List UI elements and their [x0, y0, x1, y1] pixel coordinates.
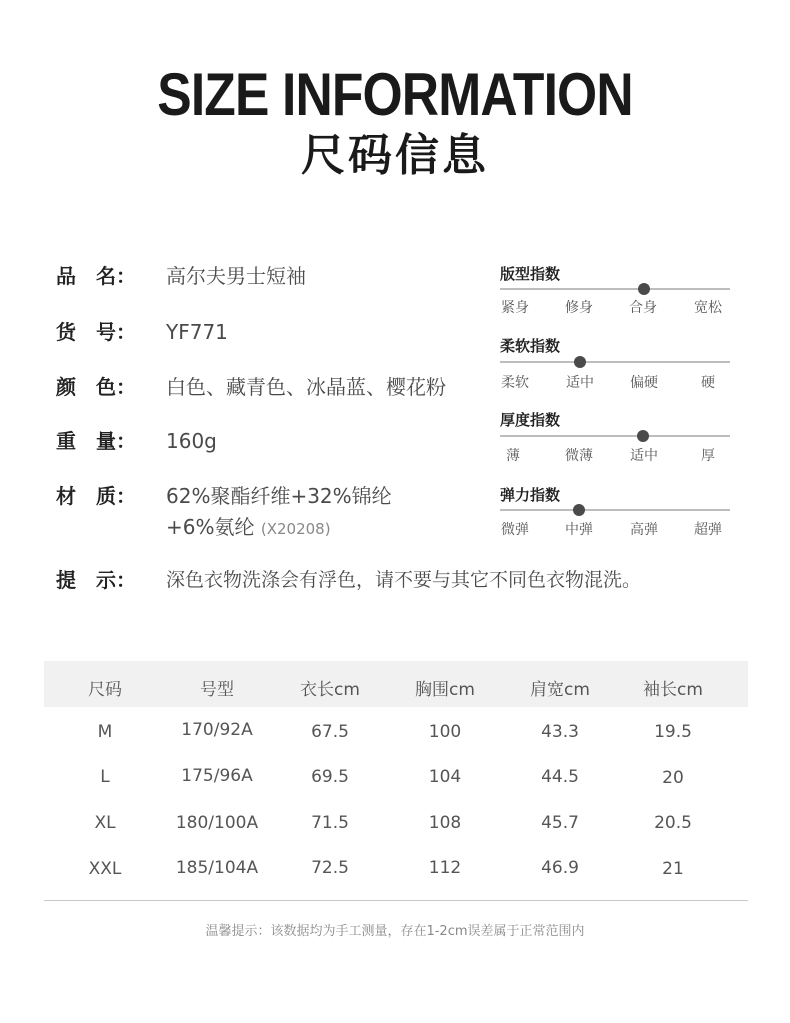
- info-value-material: 62%聚酯纤维+32%锦纶: [166, 484, 392, 508]
- table-cell: M: [97, 722, 113, 742]
- table-cell: L: [100, 767, 110, 787]
- softness-level: 柔软: [501, 375, 529, 391]
- info-label-color: 颜 色：: [56, 375, 136, 399]
- table-cell: 20.5: [654, 813, 692, 833]
- fit-index-marker: [638, 283, 650, 295]
- table-header-cell: 胸围cm: [415, 680, 475, 700]
- info-value-weight: 160g: [166, 429, 217, 453]
- thickness-level: 微薄: [565, 448, 593, 464]
- info-value-name: 高尔夫男士短袖: [166, 264, 306, 288]
- info-value-color: 白色、藏青色、冰晶蓝、樱花粉: [166, 375, 446, 399]
- elasticity-index-marker: [573, 504, 585, 516]
- table-cell: 20: [662, 768, 684, 788]
- table-cell: 104: [428, 767, 462, 787]
- softness-index-title: 柔软指数: [500, 337, 561, 355]
- thickness-index-title: 厚度指数: [500, 411, 561, 429]
- elasticity-level: 微弹: [501, 522, 529, 538]
- info-value-tip: 深色衣物洗涤会有浮色，请不要与其它不同色衣物混洗。: [166, 569, 642, 591]
- elasticity-level: 中弹: [565, 522, 593, 538]
- table-bottom-divider: [44, 900, 748, 901]
- fit-level: 修身: [565, 300, 593, 316]
- table-cell: XXL: [88, 859, 122, 879]
- table-cell: 100: [428, 722, 462, 742]
- fit-level: 紧身: [501, 300, 529, 316]
- table-cell: 112: [428, 858, 462, 878]
- table-cell: XL: [94, 813, 116, 833]
- info-label-weight: 重 量：: [56, 429, 136, 453]
- table-header-cell: 袖长cm: [643, 680, 703, 700]
- footer-note: 温馨提示：该数据均为手工测量，存在1-2cm误差属于正常范围内: [205, 924, 585, 939]
- info-value-sku: YF771: [166, 320, 228, 344]
- page-title-zh: 尺码信息: [301, 130, 489, 181]
- table-cell: 21: [662, 859, 684, 879]
- table-cell: 175/96A: [181, 766, 253, 786]
- fit-level: 合身: [629, 300, 657, 316]
- table-cell: 71.5: [311, 813, 349, 833]
- fit-index-track: [500, 288, 730, 290]
- softness-level: 偏硬: [630, 375, 658, 391]
- info-value-material-line2: [166, 514, 331, 542]
- page-title-en: SIZE INFORMATION: [157, 61, 633, 128]
- softness-level: 硬: [701, 375, 715, 391]
- table-cell: 43.3: [541, 722, 579, 742]
- thickness-index-track: [500, 435, 730, 437]
- thickness-level: 薄: [506, 448, 520, 464]
- table-header-cell: 衣长cm: [300, 680, 360, 700]
- material-spandex: +6%氨纶: [166, 515, 255, 539]
- table-header-cell: 尺码: [88, 680, 122, 700]
- table-cell: 19.5: [654, 722, 692, 742]
- thickness-level: 厚: [701, 448, 715, 464]
- elasticity-level: 超弹: [694, 522, 722, 538]
- table-cell: 67.5: [311, 722, 349, 742]
- table-cell: 45.7: [541, 813, 579, 833]
- material-code: (X20208): [260, 520, 331, 538]
- table-cell: 170/92A: [181, 720, 253, 740]
- info-label-name: 品 名：: [56, 264, 136, 288]
- table-cell: 72.5: [311, 858, 349, 878]
- info-label-sku: 货 号：: [56, 320, 136, 344]
- info-label-material: 材 质：: [56, 484, 136, 508]
- table-cell: 180/100A: [175, 813, 259, 833]
- softness-level: 适中: [566, 375, 594, 391]
- table-cell: 44.5: [541, 767, 579, 787]
- fit-index-title: 版型指数: [500, 265, 561, 283]
- info-label-tip: 提 示：: [56, 568, 136, 592]
- table-cell: 46.9: [541, 858, 579, 878]
- fit-level: 宽松: [694, 300, 722, 316]
- softness-index-track: [500, 361, 730, 363]
- table-cell: 108: [428, 813, 462, 833]
- table-cell: 69.5: [311, 767, 349, 787]
- elasticity-index-title: 弹力指数: [500, 486, 561, 504]
- table-header-cell: 肩宽cm: [530, 680, 590, 700]
- elasticity-index-track: [500, 509, 730, 511]
- softness-index-marker: [574, 356, 586, 368]
- table-cell: 185/104A: [175, 858, 259, 878]
- thickness-level: 适中: [630, 448, 658, 464]
- table-header-cell: 号型: [200, 680, 234, 700]
- elasticity-level: 高弹: [630, 522, 658, 538]
- thickness-index-marker: [637, 430, 649, 442]
